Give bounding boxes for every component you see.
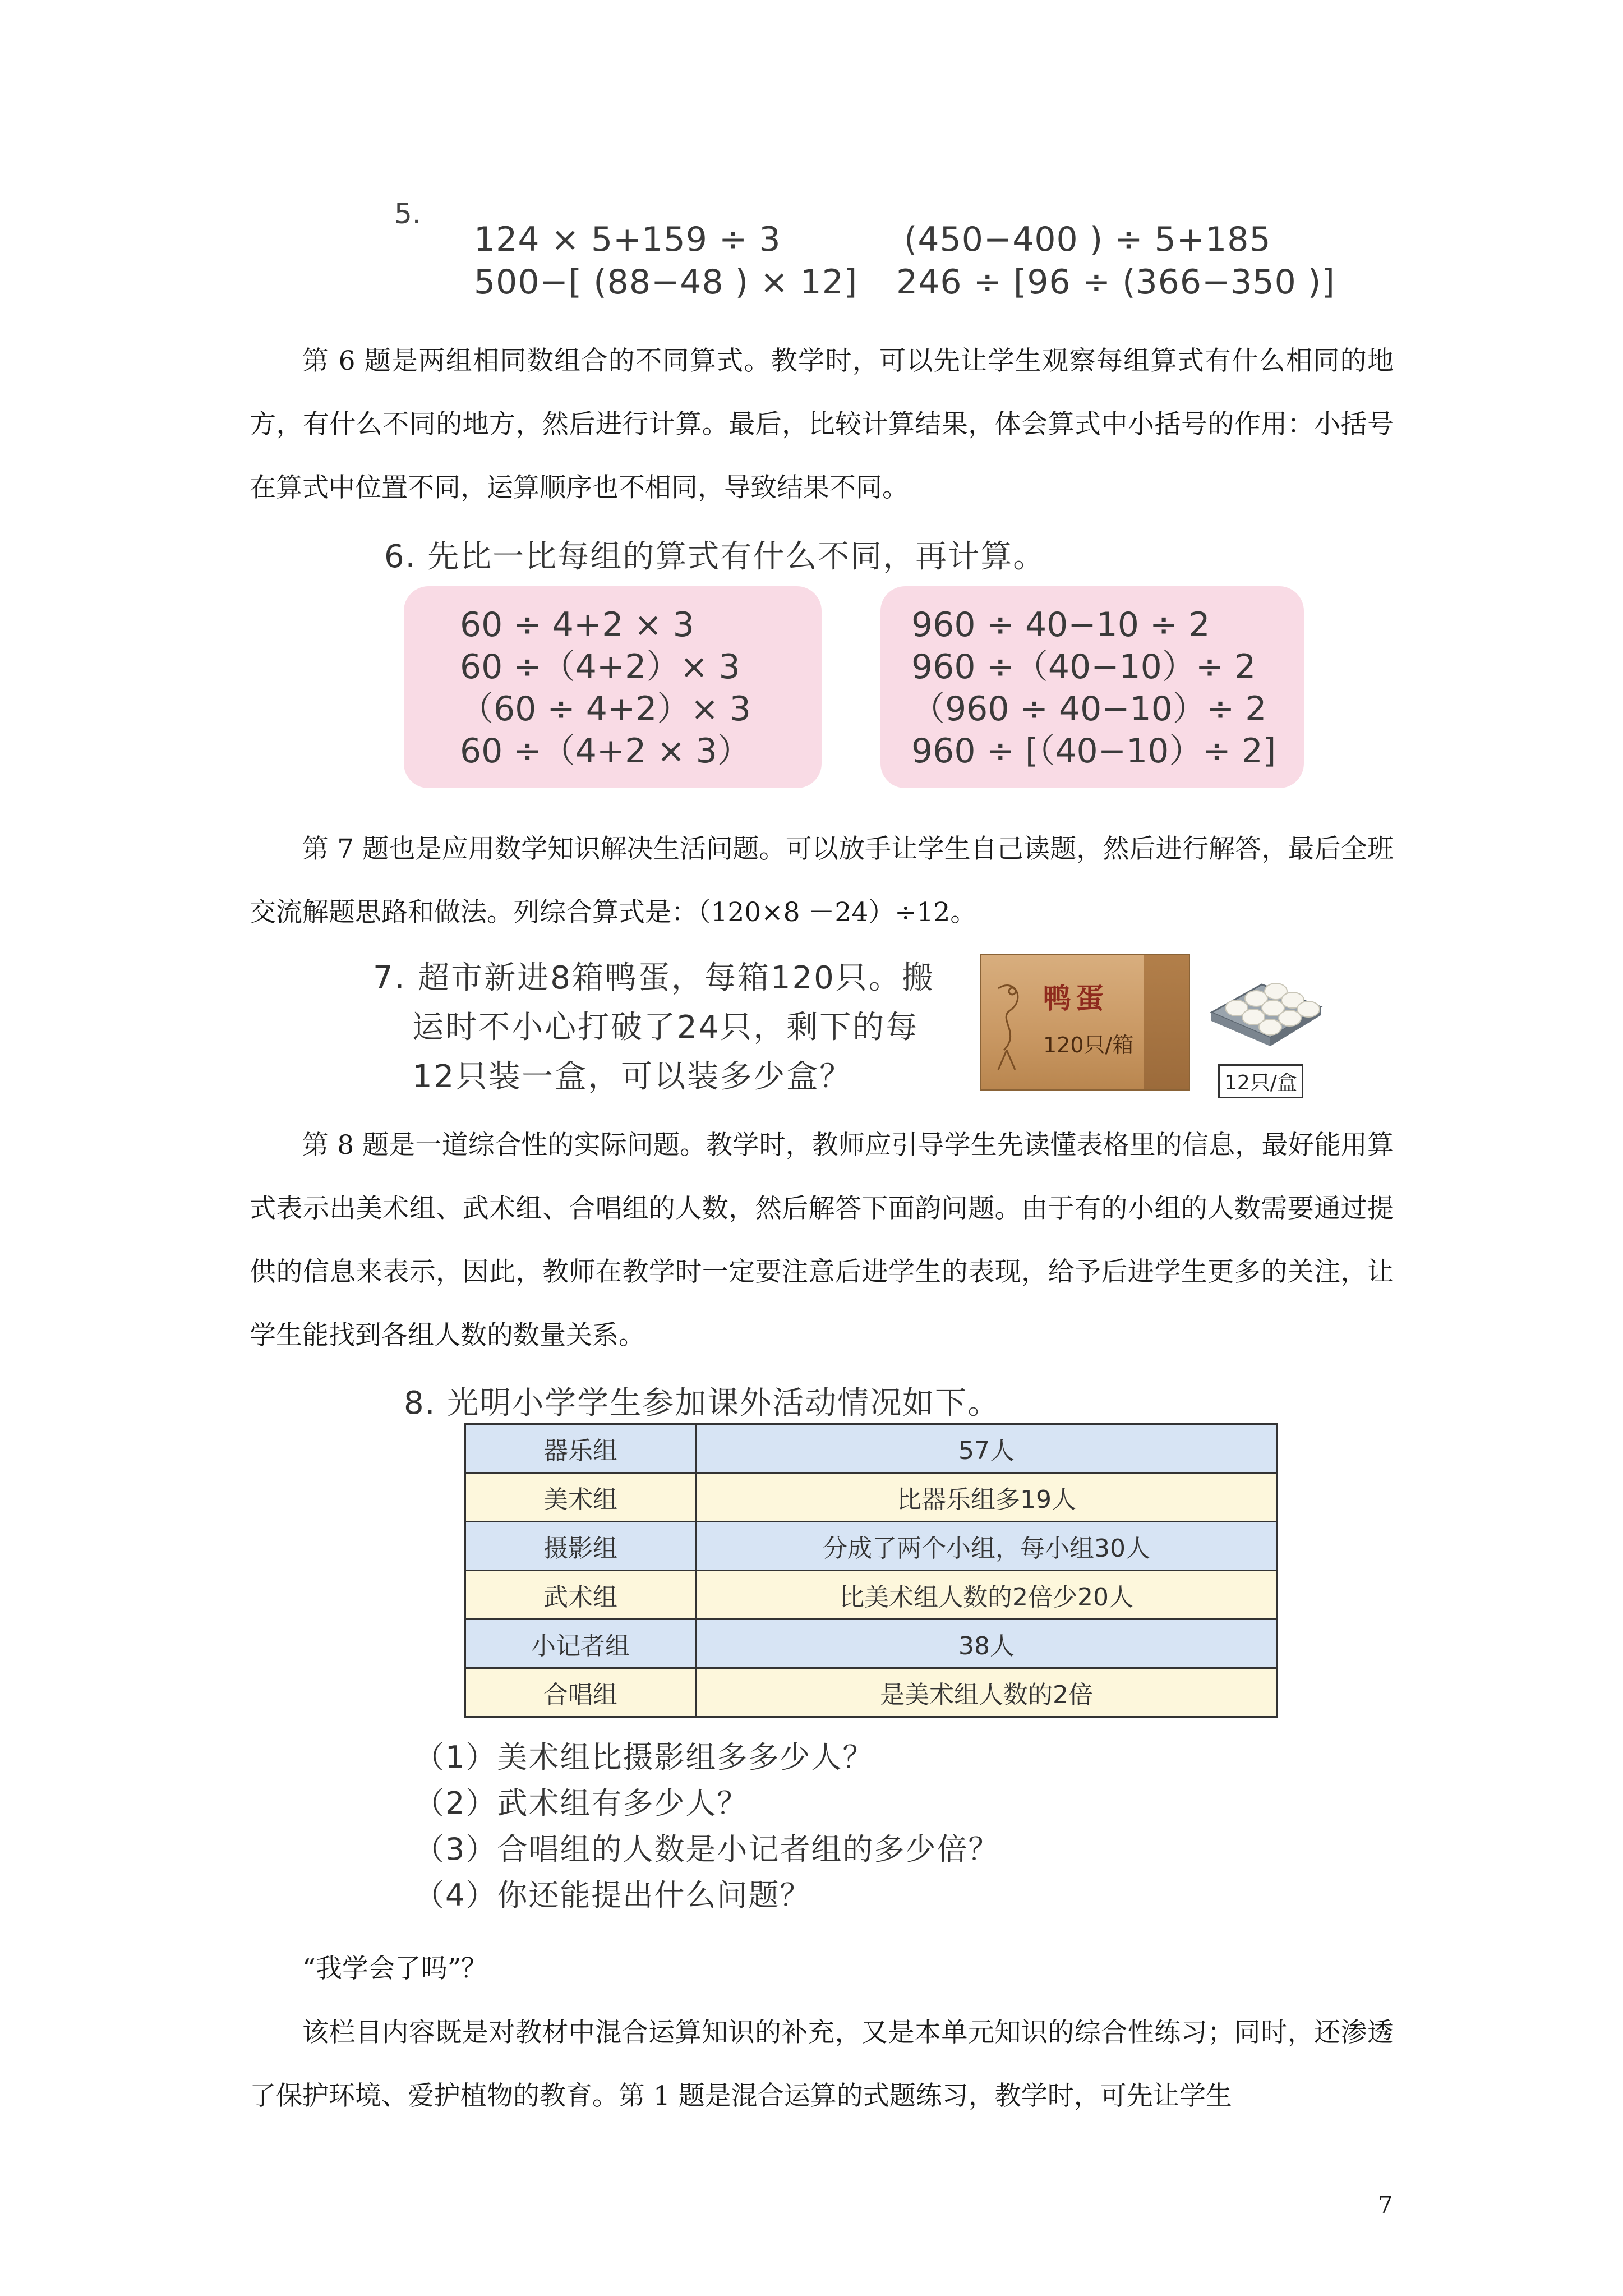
table-cell-group: 合唱组 (465, 1668, 696, 1717)
paragraph-learn-check: 该栏目内容既是对教材中混合运算知识的补充，又是本单元知识的综合性练习；同时，还渗透了保护环境、爱护植物的教育。第 1 题是混合运算的式题练习，教学时，可先让学生 (250, 2017, 1394, 2111)
question-line: （3）合唱组的人数是小记者组的多少倍？ (414, 1832, 1000, 1867)
question-line: （2）武术组有多少人？ (414, 1786, 749, 1821)
table-row (465, 1668, 1278, 1717)
exercise-7-line: 运时不小心打破了24只，剩下的每 (412, 1009, 919, 1046)
exercise-6-title: 6. 先比一比每组的算式有什么不同，再计算。 (384, 539, 1046, 575)
activity-table (464, 1423, 1278, 1718)
table-row (465, 1424, 1278, 1473)
expression-line: 60 ÷ 4+2 × 3 (460, 605, 694, 645)
expression-group-left (404, 586, 822, 788)
exercise-7-text (373, 954, 935, 1102)
expression-line: 960 ÷（40−10）÷ 2 (911, 647, 1256, 687)
table-cell-group: 小记者组 (465, 1619, 696, 1668)
bird-sketch-icon (987, 966, 1038, 1078)
egg-tray-icon (1206, 979, 1326, 1049)
table-cell-info: 57人 (696, 1424, 1278, 1473)
exercise-5-expression: (450−400 ) ÷ 5+185 (904, 220, 1271, 259)
page-number: 7 (1378, 2191, 1393, 2219)
expression-group-right (880, 586, 1304, 788)
question-line: （1）美术组比摄影组多多少人？ (414, 1740, 874, 1775)
table-cell-info: 分成了两个小组，每小组30人 (696, 1522, 1278, 1571)
table-cell-info: 比美术组人数的2倍少20人 (696, 1571, 1278, 1619)
table-cell-group: 美术组 (465, 1473, 696, 1522)
table-cell-group: 器乐组 (465, 1424, 696, 1473)
exercise-5-expression: 246 ÷ [96 ÷ (366−350 )] (896, 263, 1335, 302)
paragraph-q7: 第 7 题也是应用数学知识解决生活问题。可以放手让学生自己读题，然后进行解答，最后全班交流解题思路和做法。列综合算式是：（120×8 －24）÷12。 (250, 834, 1394, 928)
duck-egg-box-image (980, 954, 1190, 1091)
table-row (465, 1571, 1278, 1619)
duck-egg-box-quantity: 120只/箱 (1043, 1033, 1134, 1057)
exercise-5-expression: 124 × 5+159 ÷ 3 (474, 220, 781, 259)
expression-line: 60 ÷（4+2）× 3 (460, 647, 740, 687)
egg-tray-label: 12只/盒 (1218, 1064, 1303, 1098)
table-cell-info: 是美术组人数的2倍 (696, 1668, 1278, 1717)
table-row (465, 1522, 1278, 1571)
exercise-8-title: 8. 光明小学学生参加课外活动情况如下。 (404, 1385, 1000, 1421)
table-cell-group: 武术组 (465, 1571, 696, 1619)
exercise-5-number: 5. (394, 197, 421, 230)
section-title: “我学会了吗”？ (302, 1953, 488, 1984)
exercise-7-line: 7. 超市新进8箱鸭蛋，每箱120只。搬 (373, 960, 935, 996)
expression-line: （960 ÷ 40−10）÷ 2 (911, 689, 1267, 729)
table-row (465, 1473, 1278, 1522)
exercise-7-line: 12只装一盒，可以装多少盒？ (412, 1059, 853, 1095)
table-cell-group: 摄影组 (465, 1522, 696, 1571)
expression-line: 60 ÷（4+2 × 3） (460, 731, 751, 771)
paragraph-q6: 第 6 题是两组相同数组合的不同算式。教学时，可以先让学生观察每组算式有什么相同的地方，有什么不同的地方，然后进行计算。最后，比较计算结果，体会算式中小括号的作用：小括号在算式中位置不同，运算顺序也不相同，导致结果不同。 (250, 346, 1394, 503)
duck-egg-box-label: 鸭蛋 (1043, 982, 1108, 1015)
paragraph-q8: 第 8 题是一道综合性的实际问题。教学时，教师应引导学生先读懂表格里的信息，最好能用算式表示出美术组、武术组、合唱组的人数，然后解答下面韵问题。由于有的小组的人数需要通过提供的信息来表示，因此，教师在教学时一定要注意后进学生的表现，给予后进学生更多的关注，让学生能找到各组人数的数量关系。 (250, 1130, 1394, 1351)
expression-line: 960 ÷ [（40−10）÷ 2] (911, 731, 1276, 771)
exercise-8-questions (414, 1733, 999, 1917)
expression-line: （60 ÷ 4+2）× 3 (460, 689, 751, 729)
exercise-5-expression: 500−[ (88−48 ) × 12] (474, 263, 858, 302)
table-cell-info: 38人 (696, 1619, 1278, 1668)
table-row (465, 1619, 1278, 1668)
question-line: （4）你还能提出什么问题？ (414, 1878, 811, 1913)
expression-line: 960 ÷ 40−10 ÷ 2 (911, 605, 1210, 645)
table-cell-info: 比器乐组多19人 (696, 1473, 1278, 1522)
